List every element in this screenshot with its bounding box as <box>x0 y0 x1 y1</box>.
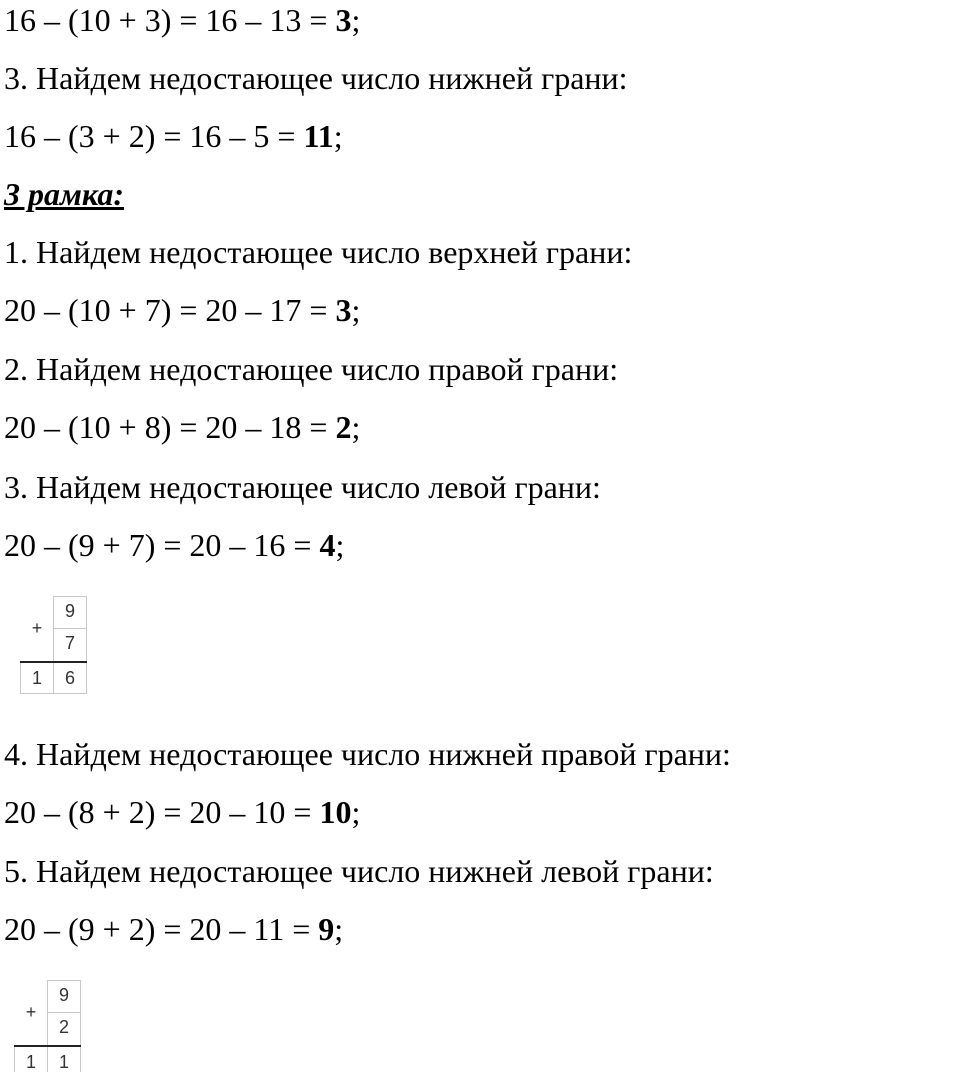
equation-result: 3 <box>335 292 352 328</box>
sum-cell: 1 <box>31 668 42 688</box>
addend-cell: 9 <box>64 601 75 621</box>
semicolon: ; <box>335 527 345 563</box>
equation-result: 10 <box>319 794 352 830</box>
equation-line <box>4 290 360 330</box>
semicolon: ; <box>351 409 361 445</box>
step-text: 3. Найдем недостающее число нижней грани: <box>4 60 628 96</box>
plus-sign: + <box>25 1002 37 1022</box>
equation-text: 20 – (10 + 7) = 20 – 17 = <box>4 292 336 328</box>
equation-line <box>4 792 360 832</box>
step-text: 4. Найдем недостающее число нижней правой грани: <box>4 736 731 772</box>
step-text: 1. Найдем недостающее число верхней грани: <box>4 234 633 270</box>
column-addition <box>14 980 82 1072</box>
semicolon: ; <box>334 911 344 947</box>
equation-text: 20 – (8 + 2) = 20 – 10 = <box>4 794 320 830</box>
equation-line <box>4 909 343 949</box>
addend-cell: 9 <box>58 985 69 1005</box>
equation-text: 20 – (9 + 7) = 20 – 16 = <box>4 527 320 563</box>
equation-text: 16 – (10 + 3) = 16 – 13 = <box>4 2 336 38</box>
equation-line <box>4 525 344 565</box>
addend-cell: 7 <box>64 633 75 653</box>
semicolon: ; <box>351 794 361 830</box>
addend-cell: 2 <box>58 1017 69 1037</box>
equation-text: 20 – (9 + 2) = 20 – 11 = <box>4 911 319 947</box>
equation-line <box>4 116 343 156</box>
equation-result: 11 <box>303 118 334 154</box>
step-text: 3. Найдем недостающее число левой грани: <box>4 469 601 505</box>
equation-text: 20 – (10 + 8) = 20 – 18 = <box>4 409 336 445</box>
semicolon: ; <box>333 118 343 154</box>
semicolon: ; <box>351 292 361 328</box>
sum-cell: 6 <box>64 668 75 688</box>
equation-result: 4 <box>319 527 336 563</box>
column-addition <box>20 596 88 696</box>
equation-line <box>4 0 360 40</box>
semicolon: ; <box>351 2 361 38</box>
equation-result: 2 <box>335 409 352 445</box>
equation-text: 16 – (3 + 2) = 16 – 5 = <box>4 118 304 154</box>
equation-result: 3 <box>335 2 352 38</box>
section-heading: 3 рамка: <box>4 176 124 212</box>
step-text: 2. Найдем недостающее число правой грани: <box>4 351 619 387</box>
equation-line <box>4 407 360 447</box>
equation-result: 9 <box>318 911 335 947</box>
sum-cell: 1 <box>58 1052 69 1072</box>
step-text: 5. Найдем недостающее число нижней левой грани: <box>4 853 714 889</box>
sum-cell: 1 <box>25 1052 36 1072</box>
plus-sign: + <box>31 618 43 638</box>
